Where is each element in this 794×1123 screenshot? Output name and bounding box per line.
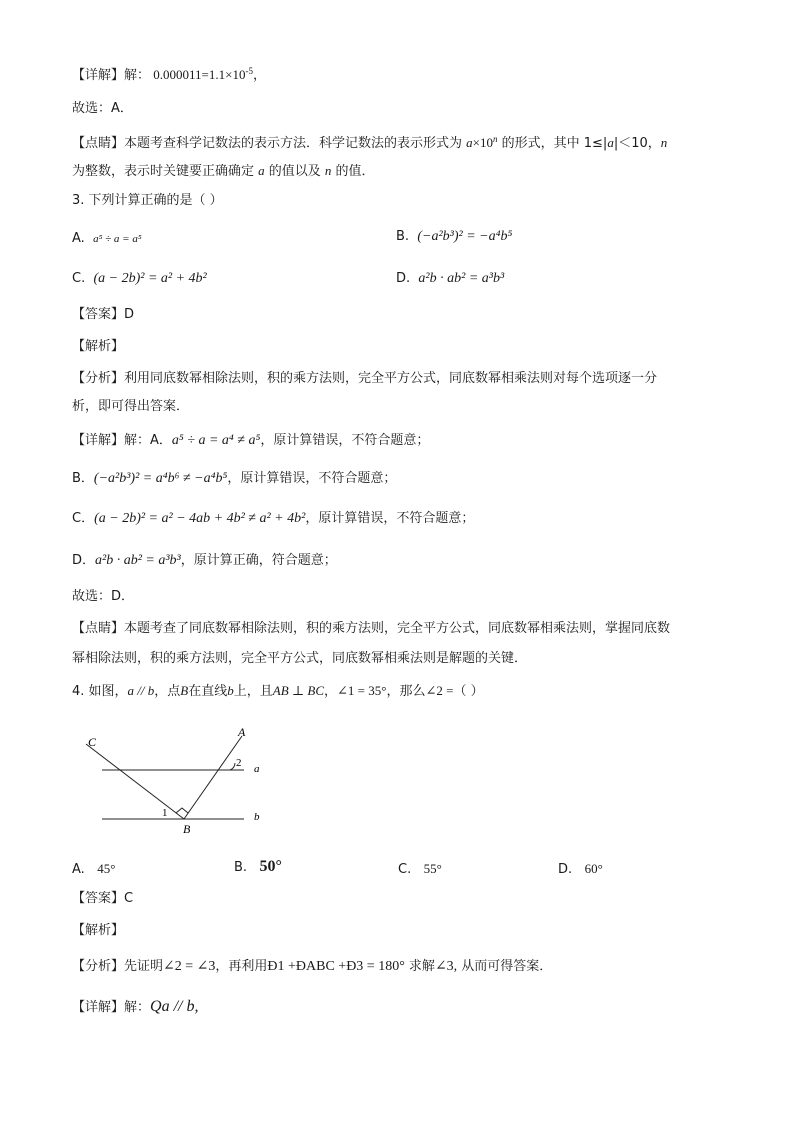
comment-text: 的形式，其中 1≤| [497,136,608,151]
q3-choose: 故选：D． [72,589,135,604]
q3-option-a [72,230,142,248]
q2-detail-line [72,66,266,85]
stem-math: AB ⊥ BC [272,683,325,698]
detail-math: (−a²b³)² = a⁴b⁶ ≠ −a⁴b⁵ [93,471,228,486]
label-angle-2: 2 [236,757,242,769]
analysis-math: ∠3, [434,959,458,974]
q3-stem: 3. 下列计算正确的是（ ） [72,193,223,208]
option-label: D. [558,862,573,877]
comment-text: 为整数，表示时关键要正确确定 [72,164,259,179]
stem-text: ，那么 [386,684,426,699]
label-b-point: B [183,822,191,836]
var-a: a [258,163,265,178]
q4-analysis-line [72,958,552,976]
stem-text: 上，且 [233,684,273,699]
detail-suffix: ，原计算正确，符合题意； [180,553,337,568]
option-math: a⁵ ÷ a = a⁵ [93,233,142,245]
stem-text: 4. 如图， [72,684,128,699]
label-a-point: A [238,725,246,739]
option-value: 50° [259,858,282,875]
q4-option-b [234,858,282,877]
q2-choose: 故选：A． [72,101,133,116]
option-label: A. [72,862,85,877]
stem-math: B [180,683,189,698]
q3-answer: 【答案】D [72,307,135,322]
option-value: 55° [423,861,442,876]
q3-analysis-line2: 析，即可得出答案． [72,399,190,414]
detail-body: 解： 0.000011=1.1×10 [124,67,246,82]
detail-prefix: 【详解】解：A． [72,433,172,448]
q3-option-c [72,270,207,288]
detail-math: (a − 2b)² = a² − 4ab + 4b² ≠ a² + 4b² [94,511,306,526]
q4-option-a [72,860,115,879]
detail-tag: 【详解】 [72,68,125,83]
comment-text: |＜10， [613,136,661,151]
var-a: a [466,135,473,150]
comment-text: 的值以及 [264,164,325,179]
var-a: a [607,135,614,150]
detail-suffix: ，原计算错误，不符合题意； [227,471,397,486]
q3-detail-a [72,432,429,450]
q4-option-c [398,860,442,879]
stem-text: 在直线 [188,684,228,699]
stem-text: （ ） [453,684,484,699]
comment-text: 本题考查科学记数法的表示方法．科学记数法的表示形式为 [124,136,467,151]
analysis-text: 从而可得答案． [457,959,553,974]
option-value: 45° [97,861,116,876]
q3-option-b [396,228,512,246]
q3-analysis-line1: 【分析】利用同底数幂相除法则，积的乘方法则，完全平方公式，同底数幂相乘法则对每个选项逐一分 [72,371,658,386]
times-ten: ×10 [472,135,493,150]
detail-end: ， [252,68,266,83]
q3-detail-b [72,470,396,488]
segment-ba [184,736,242,819]
option-label: B. [234,860,248,875]
var-n: n [660,135,668,150]
option-label: C. [398,862,412,877]
q3-detail-c [72,510,474,528]
q4-analysis: 【解析】 [72,923,125,938]
detail-math: a²b · ab² = a³b³ [95,553,181,568]
detail-prefix: C． [72,511,95,526]
analysis-math: Ð1 +ÐABC +Ð3 = 180° [267,959,405,974]
label-b-line: b [254,811,260,823]
detail-prefix: B． [72,471,94,486]
exp-n: n [493,134,498,144]
option-math: a²b · ab² = a³b³ [418,271,505,286]
option-math: (a − 2b)² = a² + 4b² [93,271,207,286]
option-label: B. [396,229,410,244]
label-angle-1: 1 [162,807,168,819]
detail-suffix: ，原计算错误，不符合题意； [260,433,430,448]
option-label: C. [72,271,86,286]
stem-text: ，点 [154,684,181,699]
angle-2-arc [230,763,235,770]
detail-prefix: 【详解】解： [72,1000,151,1015]
q2-comment-line1 [72,134,667,153]
detail-math: a⁵ ÷ a = a⁴ ≠ a⁵ [171,433,261,448]
q3-detail-d [72,552,337,570]
analysis-text: 【分析】先证明 [72,959,164,974]
detail-math: Qa // b, [150,998,199,1015]
q3-analysis: 【解析】 [72,339,125,354]
q3-comment-line2: 幂相除法则，积的乘方法则，完全平方公式，同底数幂相乘法则是解题的关键． [72,651,528,666]
label-a-line: a [254,763,260,775]
analysis-text: 求解 [404,959,435,974]
q4-answer: 【答案】C [72,891,134,906]
label-c: C [88,735,97,749]
var-n: n [324,163,332,178]
detail-exponent: -5 [245,66,253,76]
option-value: 60° [584,861,603,876]
q3-comment-line1: 【点睛】本题考查了同底数幂相除法则，积的乘方法则，完全平方公式，同底数幂相乘法则，掌握同底数 [72,621,671,636]
stem-text: ， [324,684,338,699]
detail-suffix: ，原计算错误，不符合题意； [305,511,475,526]
q4-stem [72,682,484,701]
q2-comment-line2 [72,162,375,181]
comment-tag: 【点睛】 [72,136,125,151]
segment-bc [86,744,184,819]
comment-text: 的值． [331,164,375,179]
right-angle-mark [176,808,188,813]
q4-figure [80,722,280,840]
analysis-text: ，再利用 [215,959,268,974]
option-label: D. [396,271,411,286]
option-label: A. [72,231,85,246]
stem-math: ∠1 = 35° [337,683,387,698]
detail-prefix: D． [72,553,96,568]
option-math: (−a²b³)² = −a⁴b⁵ [417,229,513,244]
stem-math: a // b [127,683,155,698]
q3-option-d [396,270,504,288]
stem-math: b [227,683,234,698]
q4-detail-line [72,998,198,1017]
stem-math: ∠2 = [425,683,454,698]
q4-option-d [558,860,603,879]
analysis-math: ∠2 = ∠3 [163,959,216,974]
